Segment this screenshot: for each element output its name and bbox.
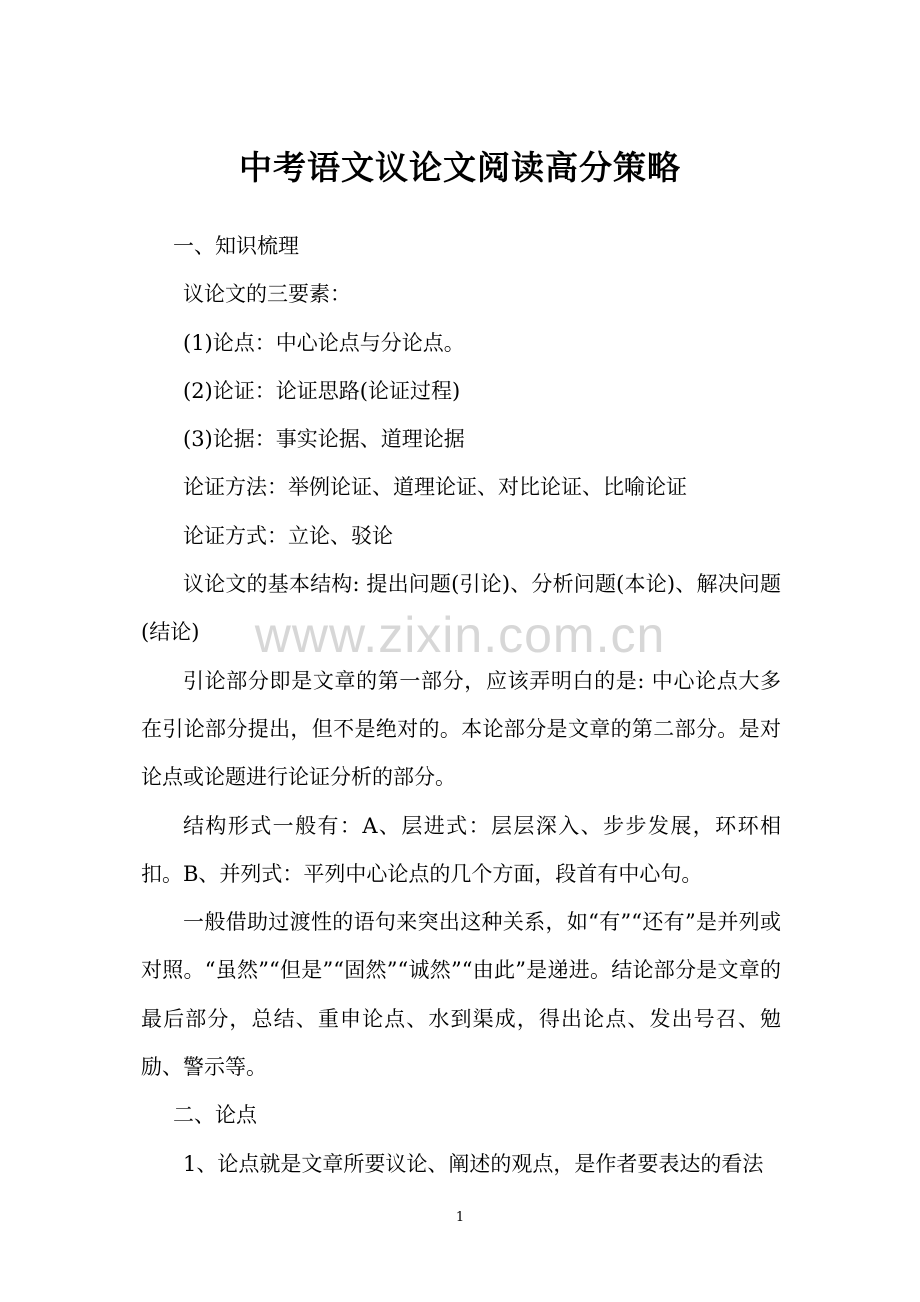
paragraph: 议论文的三要素： — [183, 282, 351, 307]
paragraph: (1)论点：中心论点与分论点。 — [183, 330, 465, 355]
paragraph: 1、论点就是文章所要议论、阐述的观点，是作者要表达的看法 — [183, 1151, 764, 1176]
document-body — [141, 222, 781, 1188]
section-heading-thesis: 二、论点 — [173, 1103, 257, 1128]
paragraph: 一般借助过渡性的语句来突出这种关系，如“有”“还有”是并列或对照。“虽然”“但是”“固然”“诚然”“由此”是递进。结论部分是文章的最后部分，总结、重申论点、水到渠成，得出论点、发出号召、勉励、警示等。 — [141, 910, 781, 1080]
paragraph: (3)论据：事实论据、道理论据 — [183, 427, 465, 452]
paragraph: 论证方法：举例论证、道理论证、对比论证、比喻论证 — [183, 475, 687, 500]
paragraph: 结构形式一般有：A、层进式：层层深入、步步发展，环环相扣。B、并列式：平列中心论点的几个方面，段首有中心句。 — [141, 813, 781, 886]
paragraph: 议论文的基本结构: 提出问题(引论)、分析问题(本论)、解决问题(结论) — [141, 572, 781, 645]
page-number: 1 — [455, 1210, 465, 1225]
paragraph: (2)论证：论证思路(论证过程) — [183, 378, 461, 403]
section-heading-knowledge: 一、知识梳理 — [173, 234, 299, 258]
paragraph: 论证方式：立论、驳论 — [183, 523, 393, 548]
document-title: 中考语文议论文阅读高分策略 — [239, 148, 681, 187]
paragraph: 引论部分即是文章的第一部分，应该弄明白的是: 中心论点大多在引论部分提出，但不是绝对的。本论部分是文章的第二部分。是对论点或论题进行论证分析的部分。 — [141, 668, 781, 790]
watermark: www.zixin.com.cn — [254, 607, 666, 663]
